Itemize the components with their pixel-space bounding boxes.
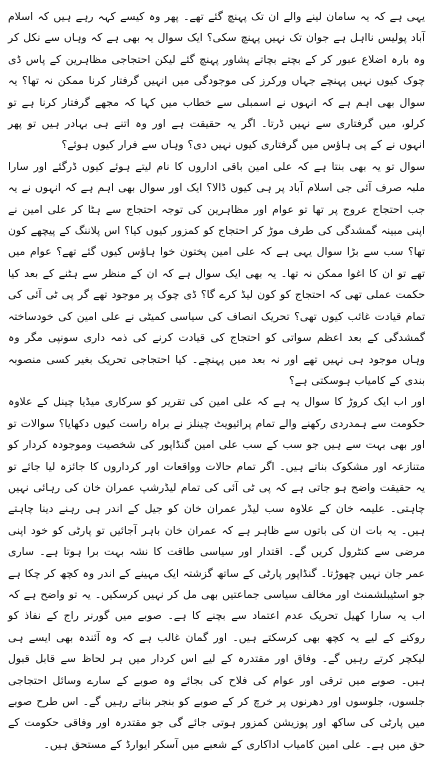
article-paragraph-3: اور اب ایک کروڑ کا سوال یہ ہے کہ علی امین کی تقریر کو سرکاری میڈیا چینل کے علاوہ حکومت سے ہمدردی رکھنے والے تمام پرائیویٹ چینلز نے براہ راست کیوں دکھایا؟ سوالات تو اور بھی بہت سے ہیں جو سب کے سب علی امین گنڈاپور کی شخصیت وموجودہ کردار کو متنازعہ اور مشکوک بناتے ہیں۔ اگر تمام حالات وواقعات اور کرداروں کا جائزہ لیا جائے تو یہ حقیقت واضح ہو جاتی ہے کہ پی ٹی آئی کی تمام لیڈرشپ عمران خان کی رہائی نہیں چاہتی۔ علیمہ خان کے علاوہ سب لیڈر عمران خان کو جیل کے اندر ہی رہنے دینا چاہتے ہیں۔ یہ بات ان کی باتوں سے ظاہر ہے کہ عمران خان باہر آجائیں تو پارٹی کو خود اپنی مرضی سے کنٹرول کریں گے۔ اقتدار اور سیاسی طاقت کا نشہ بہت برا ہوتا ہے۔ ساری عمر جان نہیں چھوڑتا۔ گنڈاپور پارٹی کے ساتھ گزشتہ ایک مہینے کے اندر وہ کچھ کر چکا ہے جو اسٹیبلشمنٹ اور مخالف سیاسی جماعتیں بھی مل کر نہیں کرسکیں۔ یہ تو واضح ہے کہ اب یہ سارا کھیل تحریک عدم اعتماد سے بچنے کا ہے۔ صوبے میں گورنر راج کے نفاذ کو روکنے کے لیے یہ کچھ بھی کرسکتے ہیں۔ اور گمان غالب ہے کہ وہ آئندہ بھی ایسے ہی لیکچر کرتے رہیں گے۔ وفاق اور مقتدرہ کے لیے اس کردار میں ہر لحاظ سے قابل قبول ہیں۔ صوبے میں ترقی اور عوام کی فلاح کی بجائے وہ صوبے کے سارے وسائل احتجاجی جلسوں، جلوسوں اور دھرنوں پر خرچ کر کے صوبے کو بنجر بناتے رہیں گے۔ اس طرح صوبے میں پارٹی کی ساکھ اور پوزیشن کمزور ہوتی جائے گی جو مقتدرہ اور وفاقی حکومت کے حق میں ہے۔ علی امین کامیاب اداکاری کے شعبے میں آسکر ایوارڈ کے مستحق ہیں۔ [8,395,425,751]
article-paragraph-1: یہی ہے کہ یہ سامان لینے والے ان تک پہنچ گئے تھے۔ پھر وہ کیسے کہہ رہے ہیں کہ اسلام آباد پولیس نااہل ہے جوان تک نہیں پہنچ سکی؟ ایک سوال یہ بھی ہے کہ وہاں سے نکل کر وہ بارہ اضلاع عبور کر کے بچتے بچاتے پشاور پہنچ گئے لیکن احتجاجی مظاہرین کے پاس ڈی چوک کیوں نہیں پہنچے جہاں ورکرز کی موجودگی میں انہیں گرفتار کرنا ممکن نہ تھا؟ یہ سوال بھی اہم ہے کہ انہوں نے اسمبلی سے خطاب میں کہا کہ مجھے گرفتار کرنا ہے تو کرلو، میں گرفتاری سے نہیں ڈرتا۔ اگر یہ حقیقت ہے اور وہ اتنے ہی بہادر ہیں تو پھر انہوں نے کے پی ہاؤس میں گرفتاری کیوں نہیں دی؟ وہاں سے فرار کیوں ہوئے؟ [8,10,425,152]
article-paragraph-2: سوال تو یہ بھی بنتا ہے کہ علی امین باقی اداروں کا نام لیتے ہوئے کیوں ڈرگئے اور سارا ملبہ صرف آئی جی اسلام آباد پر ہی کیوں ڈالا؟ ایک اور سوال بھی اہم ہے کہ انہوں نے یہ جب احتجاج عروج پر تھا تو عوام اور مظاہرین کی توجہ احتجاج سے ہٹا کر علی امین نے اپنی مبینہ گمشدگی کی طرف موڑ کر احتجاج کو کمزور کیوں کیا؟ اس پلاننگ کے پیچھے کون تھا؟ سب سے بڑا سوال یہی ہے کہ علی امین پختون خوا ہاؤس کیوں گئے تھے؟ عوام میں تھے تو ان کا اغوا ممکن نہ تھا۔ یہ بھی ایک سوال ہے کہ ان کے منظر سے ہٹنے کے بعد کیا حکمت عملی تھی کہ احتجاج کو کون لیڈ کرے گا؟ ڈی چوک پر موجود تھے گر پی ٹی آئی کی تمام قیادت غائب کیوں تھی؟ تحریک انصاف کی سیاسی کمیٹی نے علی امین کی خودساختہ گمشدگی کے بعد اعظم سواتی کو احتجاج کی قیادت کرنے کی ذمہ داری سونپی مگر وہ وہاں موجود ہی نہیں تھے اور نہ بعد میں پہنچے۔ کیا احتجاجی تحریک بغیر کسی منصوبہ بندی کے کامیاب ہوسکتی ہے؟ [8,159,425,387]
